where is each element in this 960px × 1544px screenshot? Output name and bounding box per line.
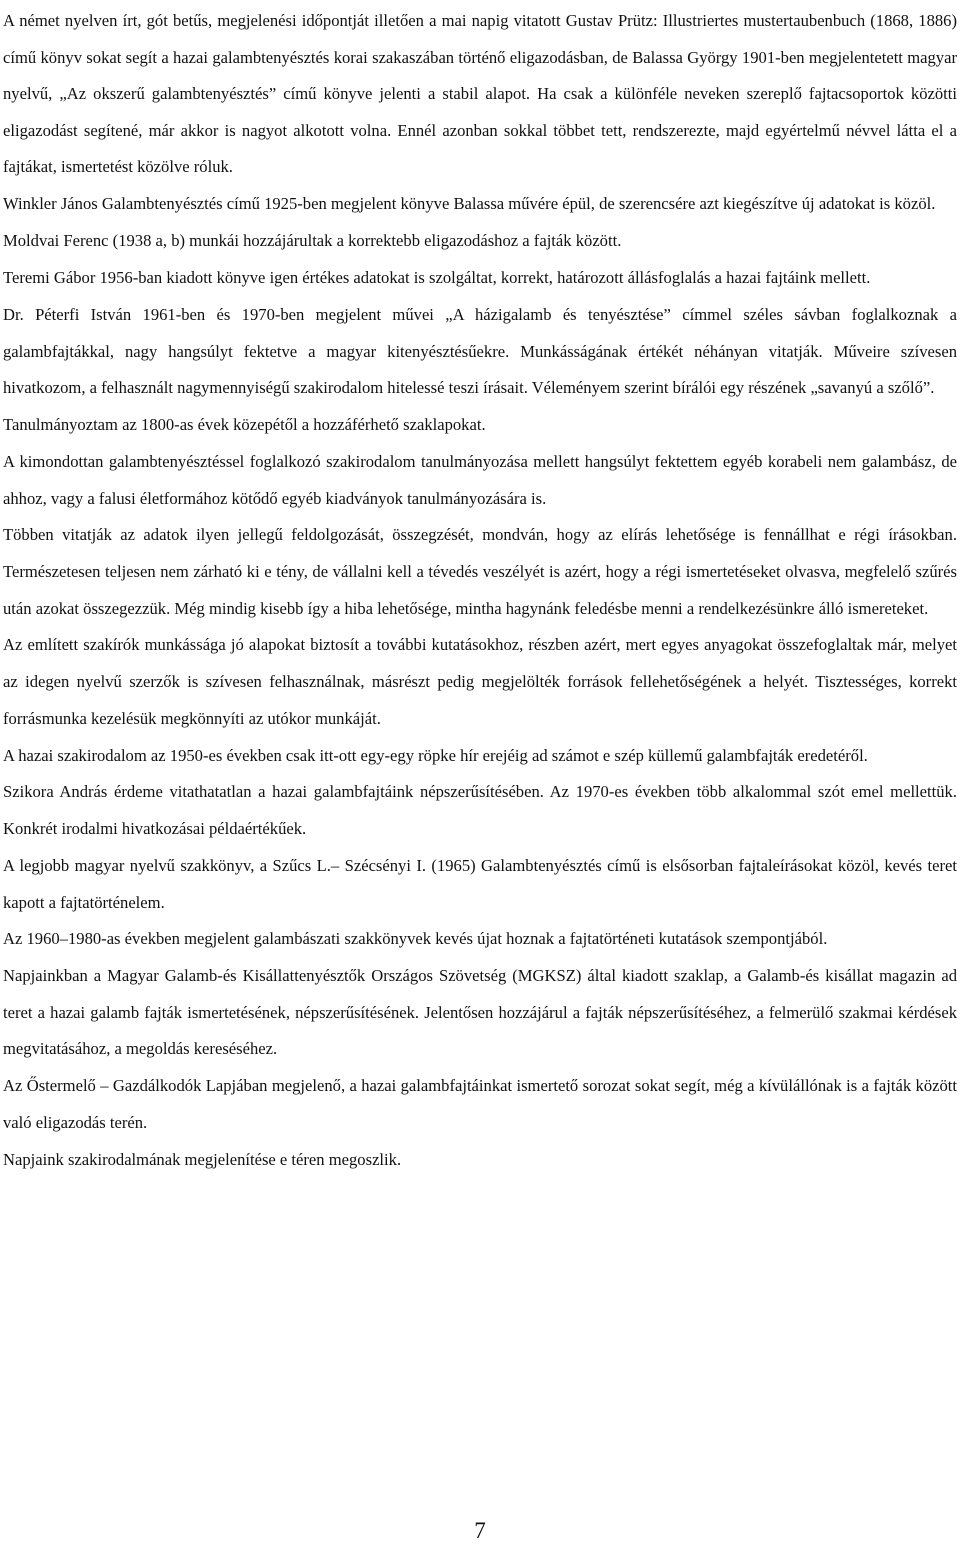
paragraph-2: Winkler János Galambtenyésztés című 1925-ben megjelent könyve Balassa művére épül, de szerencsére azt kiegészítve új adatokat is közöl. xyxy=(3,194,936,214)
paragraph-10: A hazai szakirodalom az 1950-es években csak itt-ott egy-egy röpke hír erejéig ad számot e szép küllemű galambfajták eredetéről. xyxy=(3,745,868,765)
page-number: 7 xyxy=(474,1518,486,1543)
paragraph-9: Az említett szakírók munkássága jó alapokat biztosít a további kutatásokhoz, részben azért, mert egyes anyagokat összefoglaltak már, melyet az idegen nyelvű szerzők is szívesen felhasználnak, másrészt pedig megjelölték források fellehetőségének a helyét. Tisztességes, korrekt forrásmunka kezelésük megkönnyíti az utókor munkáját. xyxy=(3,635,957,728)
paragraph-15: Az Őstermelő – Gazdálkodók Lapjában megjelenő, a hazai galambfajtáinkat ismertető sorozat sokat segít, még a kívülállónak is a fajták között való eligazodás terén. xyxy=(3,1076,957,1132)
paragraph-4: Teremi Gábor 1956-ban kiadott könyve igen értékes adatokat is szolgáltat, korrekt, határozott állásfoglalás a hazai fajtáink mellett. xyxy=(3,268,871,288)
paragraph-5: Dr. Péterfi István 1961-ben és 1970-ben megjelent művei „A házigalamb és tenyésztése” címmel széles sávban foglalkoznak a galambfajtákkal, nagy hangsúlyt fektetve a magyar kitenyésztésűekre. Munkásságának értékét néhányan vitatják. Műveire szívesen hivatkozom, a felhasznált nagymennyiségű szakirodalom hitelessé teszi írásait. Véleményem szerint bírálói egy részének „savanyú a szőlő”. xyxy=(3,304,957,398)
paragraph-14: Napjainkban a Magyar Galamb-és Kisállattenyésztők Országos Szövetség (MGKSZ) által kiadott szaklap, a Galamb-és kisállat magazin ad teret a hazai galamb fajták ismertetésének, népszerűsítésének. Jelentősen hozzájárul a fajták népszerűsítéséhez, a felmerülő szakmai kérdések megvitatásához, a megoldás kereséséhez. xyxy=(3,966,957,1059)
paragraph-8: Többen vitatják az adatok ilyen jellegű feldolgozását, összegzését, mondván, hogy az elírás lehetősége is fennállhat e régi írásokban. Természetesen teljesen nem zárható ki e tény, de vállalni kell a tévedés veszélyét is azért, hogy a régi ismertetéseket olvasva, megfelelő szűrés után azokat összegezzük. Még mindig kisebb így a hiba lehetősége, mintha hagynánk feledésbe menni a rendelkezésünkre álló ismereteket. xyxy=(3,525,957,618)
paragraph-11: Szikora András érdeme vitathatatlan a hazai galambfajtáink népszerűsítésében. Az 1970-es években több alkalommal szót emel mellettük. Konkrét irodalmi hivatkozásai példaértékűek. xyxy=(3,782,957,839)
document-page xyxy=(3,0,957,1179)
paragraph-3: Moldvai Ferenc (1938 a, b) munkái hozzájárultak a korrektebb eligazodáshoz a fajták között. xyxy=(3,231,622,251)
paragraph-16: Napjaink szakirodalmának megjelenítése e téren megoszlik. xyxy=(3,1149,402,1169)
paragraph-12: A legjobb magyar nyelvű szakkönyv, a Szűcs L.– Szécsényi I. (1965) Galambtenyésztés című is elsősorban fajtaleírásokat közöl, kevés teret kapott a fajtatörténelem. xyxy=(3,855,957,912)
paragraph-7: A kimondottan galambtenyésztéssel foglalkozó szakirodalom tanulmányozása mellett hangsúlyt fektettem egyéb korabeli nem galambász, de ahhoz, vagy a falusi életformához kötődő egyéb kiadványok tanulmányozására is. xyxy=(3,451,957,508)
paragraph-1: A német nyelven írt, gót betűs, megjelenési időpontját illetően a mai napig vitatott Gustav Prütz: Illustriertes mustertaubenbuch (1868, 1886) című könyv sokat segít a hazai galambtenyésztés korai szakaszában történő eligazodásban, de Balassa György 1901-ben megjelentetett magyar nyelvű, „Az okszerű galambtenyésztés” című könyve jelenti a stabil alapot. Ha csak a különféle neveken szereplő fajtacsoportok közötti eligazodást segítené, már akkor is nagyot alkotott volna. Ennél azonban sokkal többet tett, rendszerezte, majd egyértelmű névvel látta el a fajtákat, ismertetést közölve róluk. xyxy=(3,11,957,177)
paragraph-6: Tanulmányoztam az 1800-as évek közepétől a hozzáférhető szaklapokat. xyxy=(3,415,486,435)
paragraph-13: Az 1960–1980-as években megjelent galambászati szakkönyvek kevés újat hoznak a fajtatörténeti kutatások szempontjából. xyxy=(3,929,828,949)
